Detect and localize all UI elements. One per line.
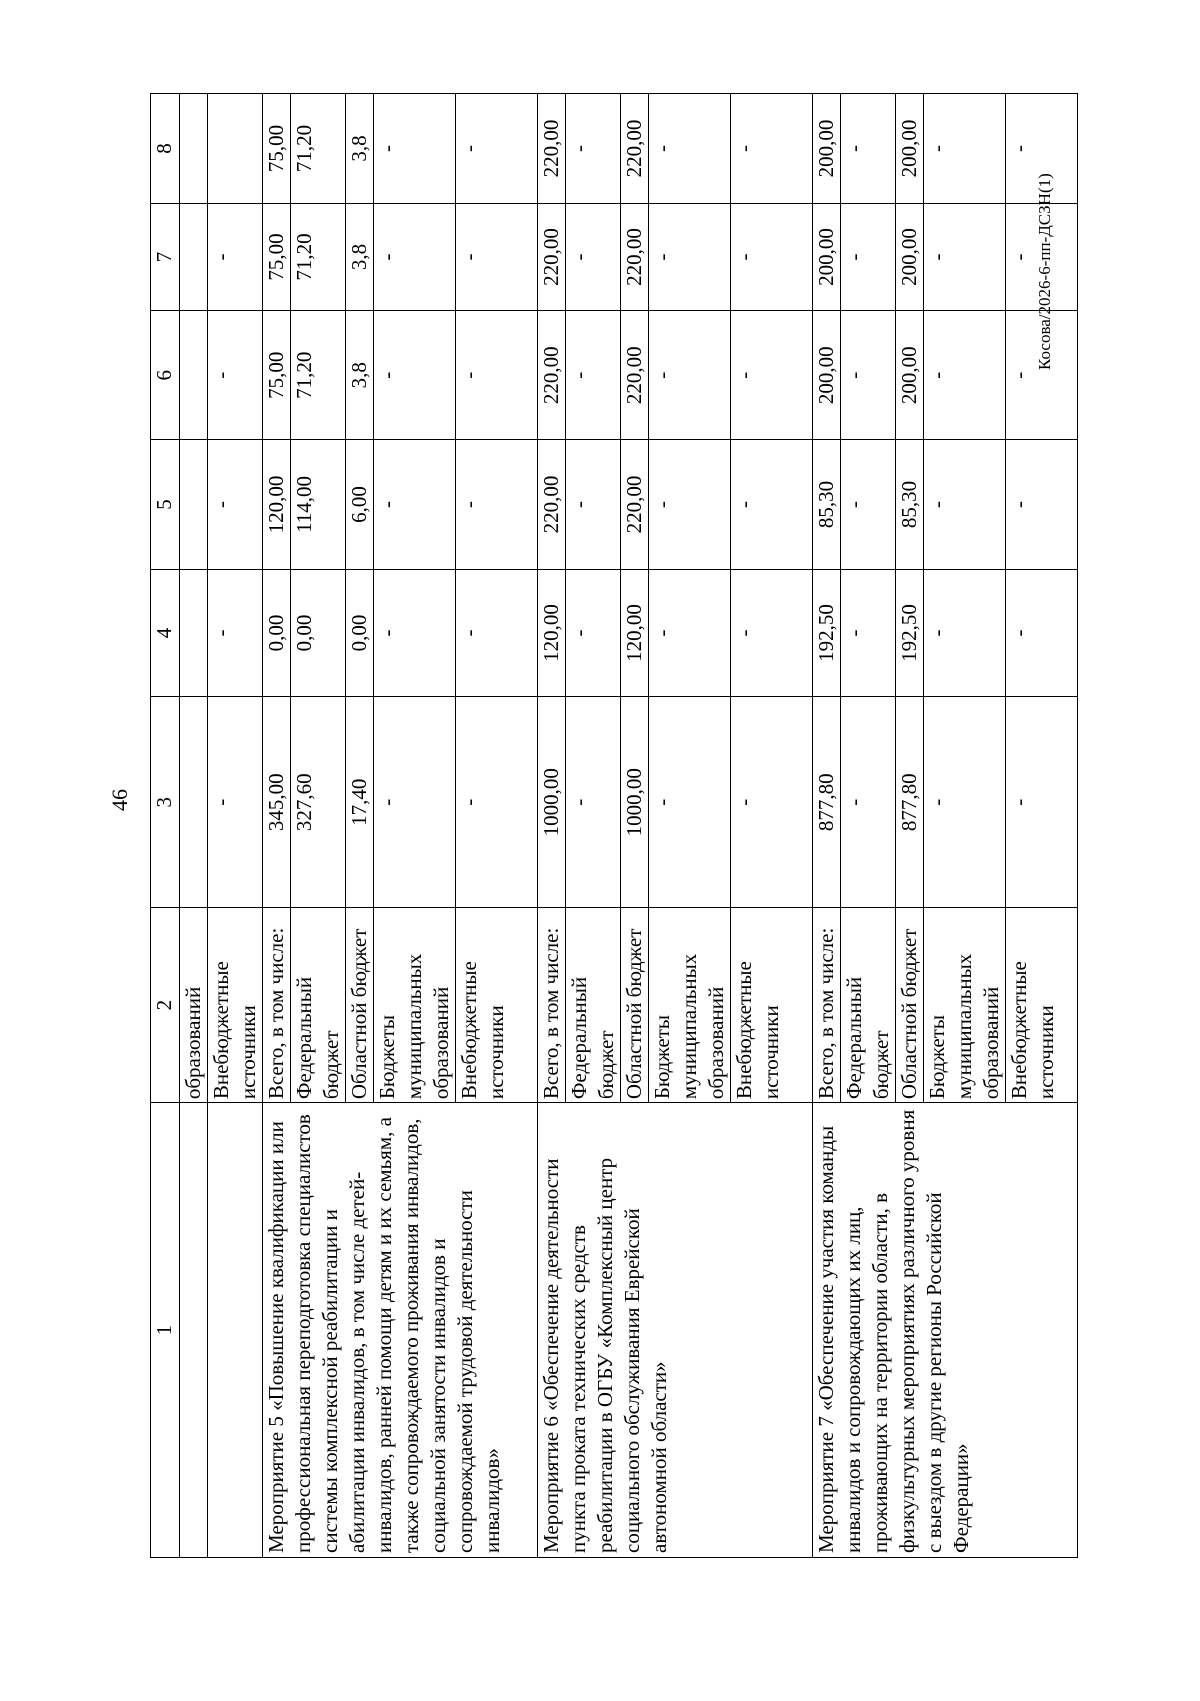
value-cell: 877,80 xyxy=(813,697,841,908)
value-cell: - xyxy=(841,203,896,310)
value-cell: 200,00 xyxy=(896,94,924,204)
value-cell: 877,80 xyxy=(896,697,924,908)
value-cell: - xyxy=(374,569,456,697)
value-cell: - xyxy=(1006,440,1078,569)
header-cell: 6 xyxy=(151,311,180,440)
value-cell: 200,00 xyxy=(813,311,841,440)
value-cell: 3,8 xyxy=(346,203,374,310)
value-cell: - xyxy=(841,94,896,204)
value-cell: 1000,00 xyxy=(538,697,566,908)
value-cell: - xyxy=(208,440,263,569)
value-cell: - xyxy=(649,569,731,697)
value-cell: - xyxy=(374,311,456,440)
value-cell: 220,00 xyxy=(538,311,566,440)
header-cell: 7 xyxy=(151,203,180,310)
value-cell: - xyxy=(208,203,263,310)
value-cell: - xyxy=(456,697,538,908)
value-cell: - xyxy=(924,203,1006,310)
value-cell: - xyxy=(374,203,456,310)
value-cell: - xyxy=(731,311,813,440)
value-cell: - xyxy=(456,311,538,440)
value-cell: 17,40 xyxy=(346,697,374,908)
value-cell: - xyxy=(924,569,1006,697)
value-cell: 192,50 xyxy=(896,569,924,697)
value-cell: 220,00 xyxy=(538,203,566,310)
value-cell: - xyxy=(924,94,1006,204)
value-cell: - xyxy=(841,311,896,440)
value-cell: 1000,00 xyxy=(621,697,649,908)
value-cell: 120,00 xyxy=(621,569,649,697)
table-body xyxy=(180,94,1078,1558)
value-cell: 0,00 xyxy=(346,569,374,697)
value-cell: - xyxy=(924,697,1006,908)
value-cell: 75,00 xyxy=(263,94,291,204)
value-cell: - xyxy=(841,697,896,908)
value-cell: - xyxy=(649,697,731,908)
value-cell: - xyxy=(374,440,456,569)
value-cell: - xyxy=(1006,697,1078,908)
value-cell: - xyxy=(649,440,731,569)
value-cell: 345,00 xyxy=(263,697,291,908)
funding-source-cell: Федеральный бюджет xyxy=(566,908,621,1103)
value-cell: - xyxy=(731,94,813,204)
measure-name-cell xyxy=(180,1103,208,1558)
funding-source-cell: Всего, в том числе: xyxy=(263,908,291,1103)
value-cell: 220,00 xyxy=(621,311,649,440)
value-cell: 85,30 xyxy=(813,440,841,569)
measure-name-cell: Мероприятие 7 «Обеспечение участия команды инвалидов и сопровождающих их лиц, проживающих на территории области, в физкультурных мероприятиях различного уровня с выездом в другие регионы Российской Федерации» xyxy=(813,1103,1078,1558)
value-cell: 71,20 xyxy=(291,311,346,440)
value-cell: 192,50 xyxy=(813,569,841,697)
value-cell xyxy=(180,569,208,697)
header-cell: 3 xyxy=(151,697,180,908)
value-cell: - xyxy=(208,569,263,697)
value-cell xyxy=(180,203,208,310)
header-cell: 8 xyxy=(151,94,180,204)
value-cell: - xyxy=(456,440,538,569)
header-cell: 4 xyxy=(151,569,180,697)
funding-source-cell: Бюджеты муниципальных образований xyxy=(374,908,456,1103)
value-cell: - xyxy=(566,94,621,204)
value-cell: 0,00 xyxy=(263,569,291,697)
value-cell: - xyxy=(731,440,813,569)
value-cell: 220,00 xyxy=(538,440,566,569)
table-row xyxy=(180,94,208,1558)
funding-source-cell: Всего, в том числе: xyxy=(538,908,566,1103)
value-cell: 3,8 xyxy=(346,94,374,204)
value-cell: 220,00 xyxy=(621,94,649,204)
value-cell: 120,00 xyxy=(263,440,291,569)
value-cell: - xyxy=(841,569,896,697)
table-row xyxy=(208,94,263,1558)
value-cell: - xyxy=(924,440,1006,569)
table-row xyxy=(263,94,291,1558)
value-cell: 85,30 xyxy=(896,440,924,569)
table-row xyxy=(538,94,566,1558)
value-cell: 75,00 xyxy=(263,203,291,310)
funding-source-cell: Федеральный бюджет xyxy=(291,908,346,1103)
funding-source-cell: Внебюджетные источники xyxy=(456,908,538,1103)
header-row xyxy=(151,94,180,1558)
value-cell: 200,00 xyxy=(813,203,841,310)
funding-source-cell: Областной бюджет xyxy=(346,908,374,1103)
value-cell: - xyxy=(456,94,538,204)
funding-source-cell: Бюджеты муниципальных образований xyxy=(649,908,731,1103)
value-cell: - xyxy=(566,311,621,440)
value-cell: - xyxy=(1006,569,1078,697)
value-cell: - xyxy=(566,440,621,569)
funding-source-cell: Бюджеты муниципальных образований xyxy=(924,908,1006,1103)
value-cell: 220,00 xyxy=(621,440,649,569)
funding-source-cell: Областной бюджет xyxy=(896,908,924,1103)
funding-source-cell: Внебюджетные источники xyxy=(731,908,813,1103)
value-cell: 200,00 xyxy=(896,311,924,440)
funding-source-cell: Всего, в том числе: xyxy=(813,908,841,1103)
measure-name-cell: Мероприятие 6 «Обеспечение деятельности пункта проката технических средств реабилитации в ОГБУ «Комплексный центр социального обслуживания Еврейской автономной области» xyxy=(538,1103,813,1558)
funding-source-cell: Внебюджетные источники xyxy=(1006,908,1078,1103)
value-cell xyxy=(208,94,263,204)
value-cell: - xyxy=(374,697,456,908)
value-cell: - xyxy=(731,697,813,908)
funding-source-cell: Федеральный бюджет xyxy=(841,908,896,1103)
value-cell: - xyxy=(731,203,813,310)
value-cell: - xyxy=(456,569,538,697)
value-cell: 327,60 xyxy=(291,697,346,908)
measure-name-cell: Мероприятие 5 «Повышение квалификации или профессиональная переподготовка специалистов системы комплексной реабилитации и абилитации инвалидов, в том числе детей-инвалидов, ранней помощи детям и их семьям, а также сопровождаемого проживания инвалидов, социальной занятости инвалидов и сопровождаемой трудовой деятельности инвалидов» xyxy=(263,1103,538,1558)
value-cell: - xyxy=(208,311,263,440)
value-cell: - xyxy=(841,440,896,569)
value-cell: 200,00 xyxy=(813,94,841,204)
value-cell: - xyxy=(924,311,1006,440)
value-cell: - xyxy=(456,203,538,310)
value-cell: - xyxy=(566,569,621,697)
value-cell: 220,00 xyxy=(621,203,649,310)
header-cell: 5 xyxy=(151,440,180,569)
value-cell: 220,00 xyxy=(538,94,566,204)
funding-source-cell: Внебюджетные источники xyxy=(208,908,263,1103)
value-cell: 71,20 xyxy=(291,203,346,310)
value-cell: - xyxy=(1006,311,1078,440)
value-cell: 200,00 xyxy=(896,203,924,310)
header-cell: 2 xyxy=(151,908,180,1103)
funding-source-cell: образований xyxy=(180,908,208,1103)
value-cell: - xyxy=(649,203,731,310)
value-cell: - xyxy=(649,311,731,440)
value-cell: - xyxy=(566,697,621,908)
value-cell: - xyxy=(649,94,731,204)
value-cell: - xyxy=(731,569,813,697)
header-cell: 1 xyxy=(151,1103,180,1558)
value-cell: - xyxy=(208,697,263,908)
value-cell: 120,00 xyxy=(538,569,566,697)
value-cell: 75,00 xyxy=(263,311,291,440)
value-cell: 71,20 xyxy=(291,94,346,204)
value-cell: - xyxy=(1006,203,1078,310)
budget-table xyxy=(150,93,1078,1558)
value-cell xyxy=(180,94,208,204)
value-cell: 3,8 xyxy=(346,311,374,440)
value-cell xyxy=(180,697,208,908)
value-cell: - xyxy=(566,203,621,310)
page-number: 46 xyxy=(107,789,132,811)
measure-name-cell xyxy=(208,1103,263,1558)
value-cell xyxy=(180,440,208,569)
table-row xyxy=(813,94,841,1558)
value-cell: - xyxy=(374,94,456,204)
value-cell: 114,00 xyxy=(291,440,346,569)
value-cell: - xyxy=(1006,94,1078,204)
document-reference-text: Косова/2026-6-пп-ДСЗН(1) xyxy=(1035,173,1054,370)
value-cell: 6,00 xyxy=(346,440,374,569)
funding-source-cell: Областной бюджет xyxy=(621,908,649,1103)
value-cell xyxy=(180,311,208,440)
value-cell: 0,00 xyxy=(291,569,346,697)
